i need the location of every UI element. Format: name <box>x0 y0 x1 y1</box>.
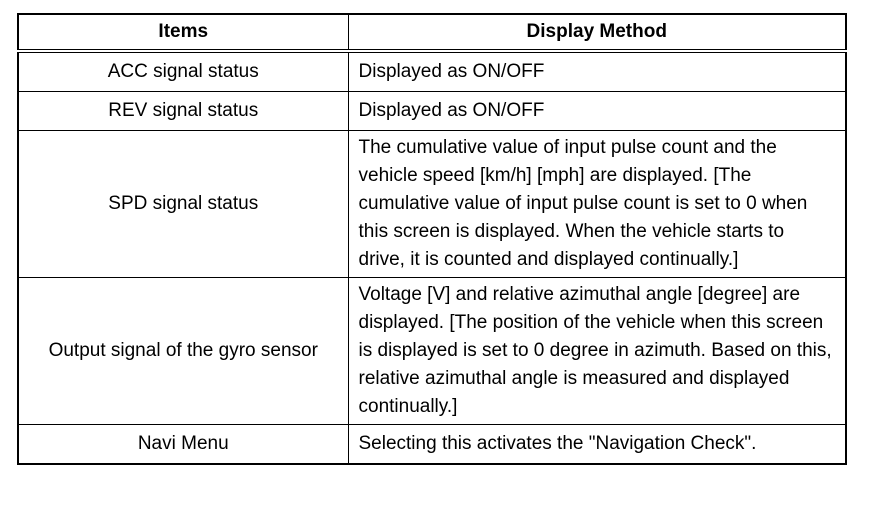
table-row <box>18 278 846 425</box>
table-row <box>18 51 846 92</box>
items-column-header: Items <box>18 14 348 51</box>
method-cell: Displayed as ON/OFF <box>348 51 846 92</box>
item-cell: Output signal of the gyro sensor <box>18 278 348 425</box>
table-row <box>18 92 846 131</box>
item-cell: Navi Menu <box>18 425 348 465</box>
method-cell: Selecting this activates the "Navigation Check". <box>348 425 846 465</box>
table-row <box>18 131 846 278</box>
item-cell: SPD signal status <box>18 131 348 278</box>
display-method-column-header: Display Method <box>348 14 846 51</box>
method-cell: Voltage [V] and relative azimuthal angle [degree] are displayed. [The position of the vehicle when this screen is displayed is set to 0 degree in azimuth. Based on this, relative azimuthal angle is measured and displayed continually.] <box>348 278 846 425</box>
item-cell: REV signal status <box>18 92 348 131</box>
method-cell: The cumulative value of input pulse count and the vehicle speed [km/h] [mph] are displayed. [The cumulative value of input pulse count is set to 0 when this screen is displayed. When the vehicle starts to drive, it is counted and displayed continually.] <box>348 131 846 278</box>
table-row <box>18 425 846 465</box>
display-method-table <box>17 13 847 465</box>
method-cell: Displayed as ON/OFF <box>348 92 846 131</box>
item-cell: ACC signal status <box>18 51 348 92</box>
table-header-row <box>18 14 846 51</box>
